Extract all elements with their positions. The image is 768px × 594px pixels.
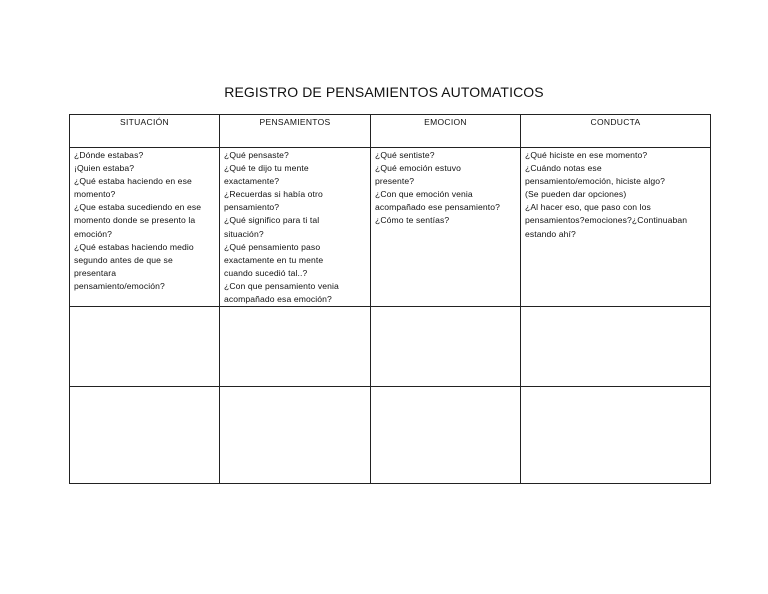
header-emocion: EMOCION — [371, 115, 521, 148]
question-line: ¿Qué pensaste? — [224, 150, 289, 160]
questions-row — [70, 148, 711, 307]
entry-cell-situacion-2[interactable] — [70, 387, 220, 484]
question-line: ¿Que estaba sucediendo en ese — [74, 202, 202, 213]
question-line: ¿Al hacer eso, que paso con los — [525, 202, 651, 213]
entry-cell-pensamientos-2[interactable] — [220, 387, 371, 484]
question-line: ¿Qué emoción estuvo — [375, 163, 461, 174]
question-line: exactamente? — [224, 176, 280, 187]
entry-cell-emocion-1[interactable] — [371, 307, 521, 387]
question-line: ¿Qué estabas haciendo medio — [74, 241, 194, 252]
question-line: ¿Recuerdas si había otro — [224, 189, 323, 200]
question-line: pensamiento/emoción? — [74, 280, 165, 291]
question-line: exactamente en tu mente — [224, 254, 324, 265]
question-line: ¿Qué te dijo tu mente — [224, 163, 309, 174]
header-row — [70, 115, 711, 148]
question-line: estando ahí? — [525, 228, 576, 239]
question-line: ¿Qué sentiste? — [375, 150, 435, 160]
question-line: ¿Cómo te sentías? — [375, 215, 450, 226]
header-situacion: SITUACIÓN — [70, 115, 220, 148]
conducta-questions-cell — [521, 148, 711, 307]
entry-cell-situacion-1[interactable] — [70, 307, 220, 387]
entry-cell-conducta-1[interactable] — [521, 307, 711, 387]
entry-cell-pensamientos-1[interactable] — [220, 307, 371, 387]
question-line: ¿Cuándo notas ese — [525, 163, 602, 174]
question-line: momento? — [74, 189, 116, 200]
question-line: acompañado ese pensamiento? — [375, 202, 501, 213]
entry-cell-conducta-2[interactable] — [521, 387, 711, 484]
question-line: ¿Dónde estabas? — [74, 150, 144, 160]
question-line: momento donde se presento la — [74, 215, 196, 226]
header-conducta: CONDUCTA — [521, 115, 711, 148]
situacion-questions-cell — [70, 148, 220, 307]
thought-record-table — [69, 114, 711, 484]
entry-cell-emocion-2[interactable] — [371, 387, 521, 484]
question-line: presente? — [375, 176, 415, 187]
question-line: emoción? — [74, 228, 113, 239]
question-line: pensamientos?emociones?¿Continuaban — [525, 215, 688, 226]
question-line: ¿Qué estaba haciendo en ese — [74, 176, 192, 187]
question-line: segundo antes de que se — [74, 254, 173, 265]
header-pensamientos: PENSAMIENTOS — [220, 115, 371, 148]
question-line: ¿Con que emoción venia — [375, 189, 473, 200]
emocion-questions-cell — [371, 148, 521, 307]
question-line: situación? — [224, 228, 264, 239]
question-line: ¿Qué significo para ti tal — [224, 215, 320, 226]
question-line: acompañado esa emoción? — [224, 294, 332, 305]
entry-row-2 — [70, 387, 711, 484]
question-line: ¿Qué hiciste en ese momento? — [525, 150, 648, 160]
question-line: presentara — [74, 267, 117, 278]
question-line: ¿Qué pensamiento paso — [224, 241, 321, 252]
question-line: pensamiento? — [224, 202, 280, 213]
question-line: (Se pueden dar opciones) — [525, 189, 627, 200]
question-line: cuando sucedió tal..? — [224, 267, 308, 278]
entry-row-1 — [70, 307, 711, 387]
pensamientos-questions-cell — [220, 148, 371, 307]
document-title: REGISTRO DE PENSAMIENTOS AUTOMATICOS — [224, 84, 544, 100]
question-line: pensamiento/emoción, hiciste algo? — [525, 176, 666, 187]
question-line: ¿Con que pensamiento venia — [224, 280, 339, 291]
question-line: ¡Quien estaba? — [74, 163, 135, 174]
